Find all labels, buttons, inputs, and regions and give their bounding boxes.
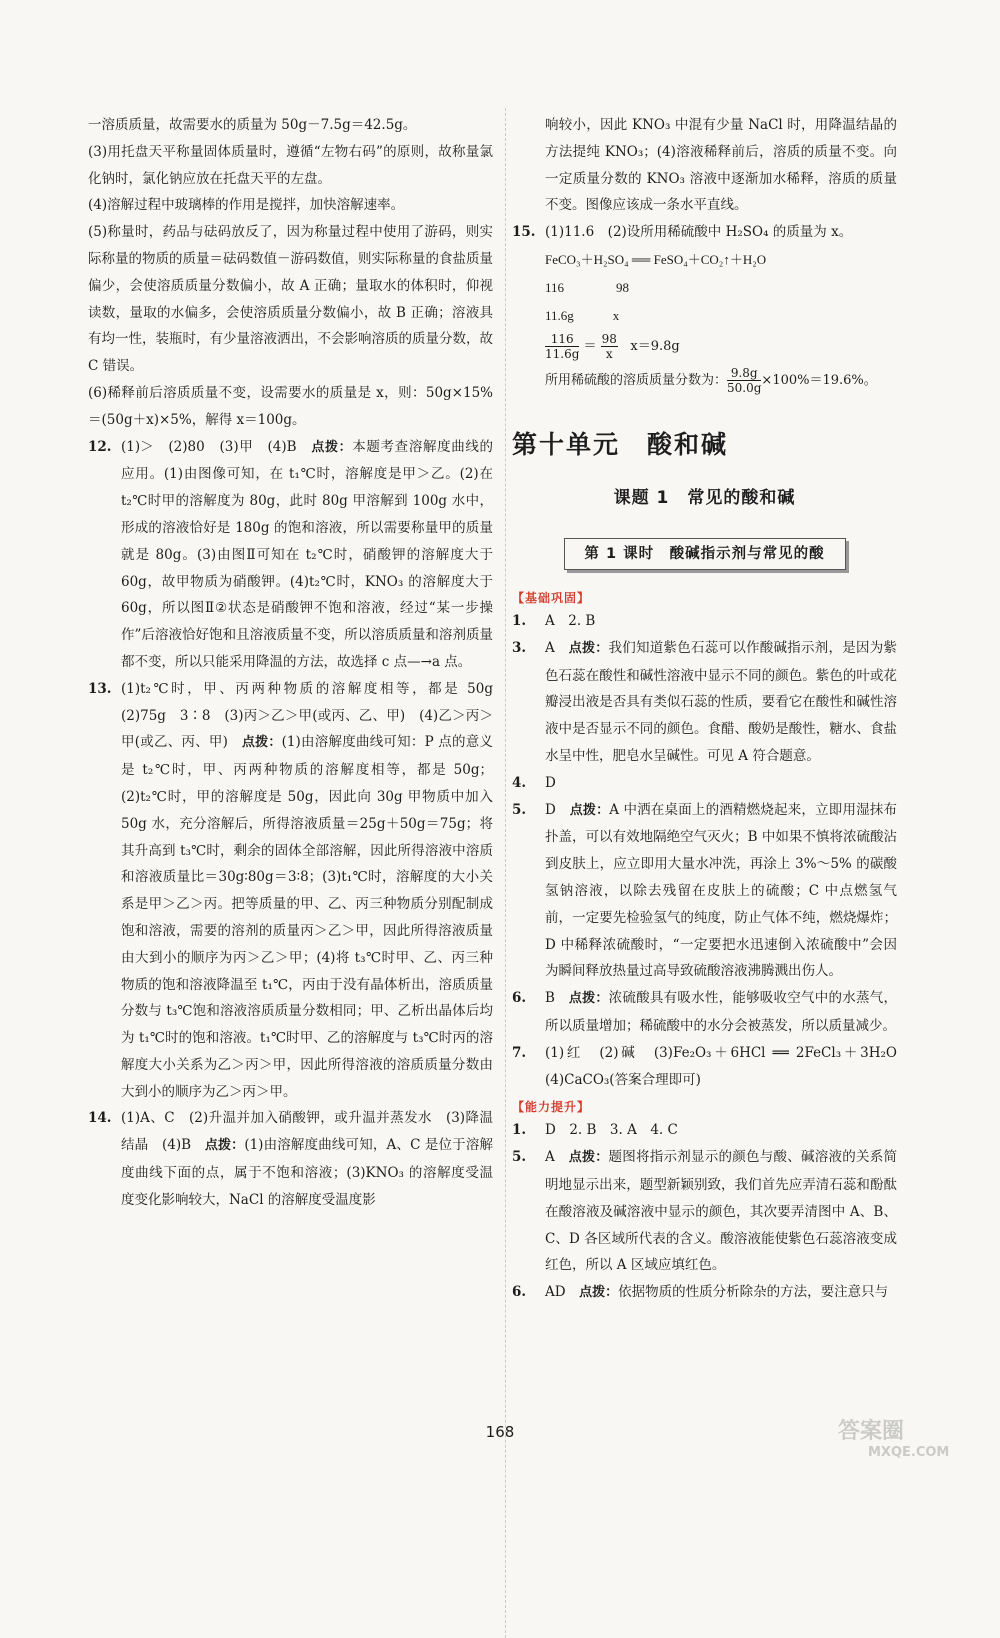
question-number: 6.: [512, 1284, 527, 1301]
unit-title: 第十单元 酸和碱: [512, 429, 729, 459]
watermark-url: MXQE.COM: [868, 1445, 950, 1460]
answer-item: [512, 1279, 897, 1307]
answer-item: [512, 1040, 911, 1094]
answer-item: [512, 608, 897, 635]
answer-text: (1)＞ (2)80 (3)甲 (4)B: [121, 438, 312, 455]
mass-row: 11.6g x: [545, 307, 620, 323]
section-tag-improve: 【能力提升】: [512, 1100, 591, 1115]
question-number: 5.: [512, 1149, 527, 1166]
answer-item: [512, 770, 897, 797]
hint-label: 点拨：: [568, 1150, 609, 1166]
answer-text: (1)红 (2)碱 (3)Fe₂O₃＋6HCl ══ 2FeCl₃＋3H₂O (4)CaCO₃(答案合理即可): [545, 1044, 911, 1088]
question-number: 1.: [512, 612, 527, 629]
mass-row: 116 98: [545, 279, 630, 295]
hint-text: 依据物质的性质分析除杂的方法，要注意只与: [618, 1284, 889, 1301]
improve-answers: [512, 1117, 897, 1307]
fraction: $\frac{116}{11.6g}$: [545, 331, 580, 361]
answer-text: D: [545, 774, 556, 791]
hint-text: 本题考查溶解度曲线的应用。(1)由图像可知，在 t₁℃时，溶解度是甲＞乙。(2)在 t₂℃时甲的溶解度为 80g，此时 80g 甲溶解到 100g 水中，形成的溶液恰好是 180g 的饱和溶液，所以需要称量甲的质量就是 80g。(3)由图Ⅱ可知在 t₂℃时，硝酸钾的溶解度大于 60g，故甲物质为硝酸钾。(4)t₂℃时，KNO₃ 的溶解度大于 60g，所以图Ⅱ②状态是硝酸钾不饱和溶液，经过“某一步操作”后溶液恰好饱和且溶液质量不变，所以溶质质量和溶剂质量都不变，所以只能采用降温的方法，故选择 c 点—→a 点。: [121, 438, 494, 670]
right-column: [512, 112, 911, 1307]
question-number: 15.: [512, 224, 536, 241]
hint-label: 点拨：: [568, 991, 609, 1007]
answer-14-continued: 响较小，因此 KNO₃ 中混有少量 NaCl 时，用降温结晶的方法提纯 KNO₃；(4)溶液稀释前后，溶质的质量不变。向一定质量分数的 KNO₃ 溶液中逐渐加水稀释，溶质的质量不变。图像应该成一条水平直线。: [545, 117, 897, 214]
answer-15: [512, 219, 897, 246]
answer-11-part: 一溶质质量，故需要水的质量为 50g－7.5g＝42.5g。: [88, 117, 417, 133]
hint-text: 题图将指示剂显示的颜色与酸、碱溶液的关系简明地显示出来，题型新颖别致，我们首先应弄清石蕊和酚酞在酸溶液及碱溶液中显示的颜色，其次要弄清图中 A、B、C、D 各区域所代表的含义。酸溶液能使紫色石蕊溶液变成红色，所以 A 区域应填红色。: [545, 1149, 897, 1274]
answer-text: B: [545, 990, 569, 1007]
answer-text: D: [545, 801, 570, 818]
fraction: $\frac{98}{x}$: [601, 331, 617, 361]
column-divider: [505, 108, 507, 1638]
answer-11-part: (5)称量时，药品与砝码放反了，因为称量过程中使用了游码，则实际称量的物质的质量＝砝码数值－游码数值，则实际称量的食盐质量偏少，会使溶质质量分数偏小，故 A 正确；量取水的体积时，仰视读数，量取的水偏多，会使溶质质量分数偏小，故 B 正确；溶液具有均一性，装瓶时，有少量溶液洒出，不会影响溶质的质量分数，故 C 错误。: [88, 224, 493, 375]
hint-text: A 中洒在桌面上的酒精燃烧起来，立即用湿抹布扑盖，可以有效地隔绝空气灭火；B 中如果不慎将浓硫酸沾到皮肤上，应立即用大量水冲洗，再涂上 3%～5% 的碳酸氢钠溶液，以除去残留在皮肤上的硫酸；C 中点燃氢气前，一定要先检验氢气的纯度，防止气体不纯，燃烧爆炸；D 中稀释浓硫酸时，“一定要把水迅速倒入浓硫酸中”会因为瞬间释放热量过高导致硫酸溶液沸腾溅出伤人。: [545, 801, 897, 980]
answer-13: [88, 676, 507, 1106]
left-column: [88, 112, 507, 1214]
answer-item: [512, 1144, 897, 1279]
question-number: 4.: [512, 774, 527, 791]
question-number: 12.: [88, 438, 112, 455]
lesson-title: 课题 1 常见的酸和碱: [613, 487, 796, 508]
answer-text: A: [545, 639, 569, 656]
watermark-text: 答案圈: [838, 1419, 905, 1444]
hint-text: 浓硫酸具有吸水性，能够吸收空气中的水蒸气，所以质量增加；稀硫酸中的水分会被蒸发，所以质量减少。: [545, 990, 897, 1034]
question-number: 3.: [512, 639, 527, 656]
answer-14: [88, 1105, 493, 1213]
answer-11-part: (3)用托盘天平称量固体质量时，遵循“左物右码”的原则，故称量氯化钠时，氯化钠应放在托盘天平的左盘。: [88, 143, 493, 187]
answer-text: A 2. B: [545, 612, 596, 629]
answer-12: [88, 434, 493, 676]
hint-label: 点拨：: [579, 1285, 619, 1301]
hint-text: 我们知道紫色石蕊可以作酸碱指示剂，是因为紫色石蕊在酸性和碱性溶液中显示不同的颜色。紫色的叶或花瓣浸出液是否具有类似石蕊的性质，要看它在酸性和碱性溶液中是否显示不同的颜色。食醋、酸奶是酸性，糖水、食盐水呈中性，肥皂水呈碱性。可见 A 符合题意。: [545, 639, 897, 764]
page-number: 168: [485, 1423, 515, 1441]
answer-text: (1)11.6 (2)设所用稀硫酸中 H₂SO₄ 的质量为 x。: [545, 224, 853, 241]
session-title: 第 1 课时 酸碱指示剂与常见的酸: [564, 538, 846, 570]
answer-11-part: (4)溶解过程中玻璃棒的作用是搅拌，加快溶解速率。: [88, 197, 405, 214]
question-number: 6.: [512, 990, 527, 1007]
hint-label: 点拨：: [241, 735, 282, 751]
calculation: [512, 246, 897, 398]
question-number: 13.: [88, 680, 112, 697]
section-tag-basic: 【基础巩固】: [512, 590, 591, 605]
answer-item: [512, 985, 897, 1040]
answer-text: D 2. B 3. A 4. C: [545, 1122, 678, 1139]
hint-text: (1)由溶解度曲线可知：P 点的意义是 t₂℃时，甲、丙两种物质的溶解度相等，都是 50g；(2)t₂℃时，甲的溶解度是 50g，因此向 30g 甲物质中加入 50g 水，充分溶解后，所得溶液质量＝25g＋50g＝75g；将其升高到 t₃℃时，剩余的固体全部溶解，因此所得溶液中溶质和溶液质量比＝30g∶80g＝3∶8；(3)t₁℃时，溶解度的大小关系是甲＞乙＞丙。把等质量的甲、乙、丙三种物质分别配制成饱和溶液，需要的溶剂的质量丙＞乙＞甲，因此所得溶液质量由大到小的顺序为丙＞乙＞甲；(4)将 t₃℃时甲、乙、丙三种物质的饱和溶液降温至 t₁℃，丙由于没有晶体析出，溶质质量分数与 t₃℃饱和溶液溶质质量分数相同；甲、乙析出晶体后均为 t₁℃时的饱和溶液。t₁℃时甲、乙的溶解度与 t₃℃时丙的溶解度大小关系为乙＞丙＞甲，因此所得溶液的溶质质量分数由大到小的顺序为乙＞丙＞甲。: [121, 734, 493, 1100]
hint-text: (1)由溶解度曲线可知，A、C 是位于溶解度曲线下面的点，属于不饱和溶液；(3)KNO₃ 的溶解度受温度变化影响较大，NaCl 的溶解度受温度影: [121, 1137, 493, 1208]
answer-text: A: [545, 1149, 569, 1166]
answer-item: [512, 635, 897, 770]
answer-text: (1)A、C (2)升温并加入硝酸钾，或升温并蒸发水 (3)降温结晶 (4)B: [121, 1110, 493, 1154]
hint-label: 点拨：: [568, 640, 609, 656]
final-answer: 所用稀硫酸的溶质质量分数为： $\frac{9.8g}{50.0g}$ ×100%＝19.6%。: [545, 365, 877, 395]
hint-label: 点拨：: [569, 802, 610, 818]
answer-item: [512, 797, 897, 986]
fraction: $\frac{9.8g}{50.0g}$: [727, 365, 762, 395]
question-number: 1.: [512, 1122, 527, 1139]
ratio-line: $\frac{116}{11.6g}$ ＝ $\frac{98}{x}$ x＝9.8g: [545, 331, 680, 361]
question-number: 5.: [512, 801, 527, 818]
ratio-result: x＝9.8g: [630, 338, 680, 354]
hint-label: 点拨：: [311, 439, 353, 455]
question-number: 7.: [512, 1044, 527, 1061]
answer-text: (1)t₂℃时，甲、丙两种物质的溶解度相等，都是 50g (2)75g 3∶8 (3)丙＞乙＞甲(或丙、乙、甲) (4)乙＞丙＞甲(或乙、丙、甲): [121, 680, 507, 751]
basic-answers: [512, 608, 911, 1093]
answer-text: AD: [545, 1284, 580, 1301]
hint-label: 点拨：: [204, 1138, 245, 1154]
answer-item: [512, 1117, 897, 1144]
question-number: 14.: [88, 1110, 112, 1127]
watermark-logo: [830, 1412, 980, 1460]
answer-11-part: (6)稀释前后溶质质量不变，设需要水的质量是 x，则：50g×15%＝(50g＋x)×5%，解得 x＝100g。: [88, 384, 493, 428]
chemical-equation: FeCO₃＋H₂SO₄ ══ FeSO₄＋CO₂↑＋H₂O: [545, 251, 767, 267]
